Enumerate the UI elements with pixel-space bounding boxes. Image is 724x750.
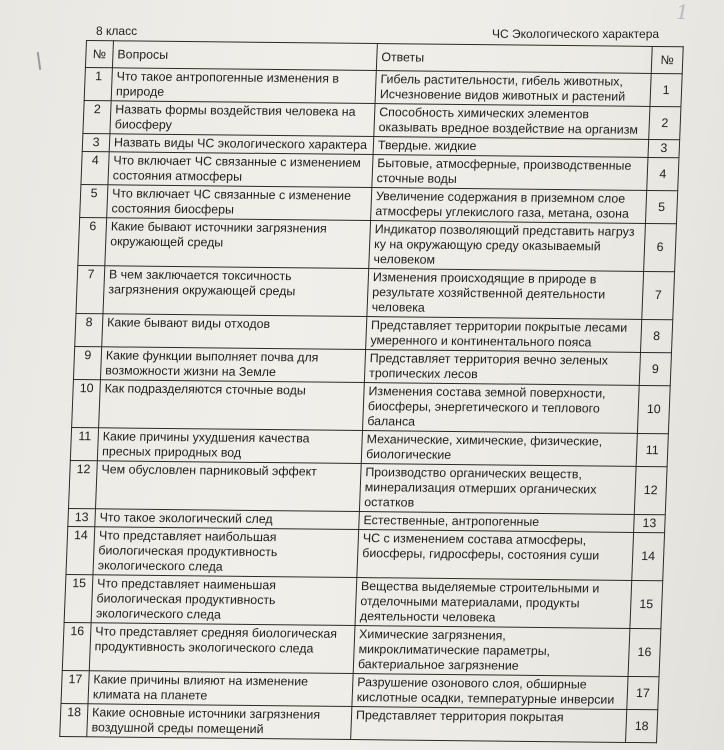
row-question: Какие функции выполняет почва для возможности жизни на Земле (100, 347, 365, 383)
table-row (78, 218, 677, 272)
row-question: Какие основные источники загрязнения воздушной среды помещений (87, 704, 352, 740)
row-answer: Вещества выделяемые строительными и отделочными материалами, продукты деятельности человека (355, 578, 632, 629)
row-num2: 1 (650, 73, 682, 106)
row-num2: 6 (644, 223, 677, 271)
row-answer: ЧС с изменением состава атмосферы, биосферы, гидросферы, состояния суши (357, 530, 634, 581)
row-question: Назвать виды ЧС экологического характера (109, 134, 374, 155)
row-question: Какие бывают виды отходов (102, 314, 367, 350)
row-num2: 10 (637, 385, 670, 433)
questions-table (59, 40, 684, 743)
row-num: 3 (82, 134, 110, 152)
row-num2: 18 (626, 709, 658, 742)
row-num2: 12 (634, 466, 667, 514)
table-row (66, 527, 665, 581)
row-question: Какие причины ухудшения качества пресных природных вод (97, 428, 362, 464)
row-question: Что представляет средняя биологическая продуктивность экологического следа (89, 623, 355, 674)
row-answer: Представляет территория покрытая (351, 707, 627, 743)
row-question: Что включает ЧС связанные с изменением состояния атмосферы (108, 152, 373, 188)
row-answer: Производство органических веществ, минерализация отмерших органических остатков (359, 464, 636, 515)
row-answer: Механические, химические, физические, биологические (361, 431, 637, 467)
document-title: ЧС Экологического характера (492, 27, 660, 41)
row-num2: 4 (647, 157, 679, 190)
row-question: Назвать формы воздействия человека на биосферу (110, 101, 375, 137)
row-question: Что такое антропогенные изменения в природе (111, 68, 376, 104)
row-answer: Представляет территории покрытые лесами умеренного и континентального пояса (366, 317, 642, 353)
row-num2: 11 (636, 433, 668, 466)
row-num2: 3 (648, 139, 680, 157)
table-row (69, 461, 668, 515)
row-num: 14 (66, 527, 95, 575)
row-num: 11 (70, 428, 98, 461)
row-question: Что представляет наибольшая биологическая продуктивность экологического следа (93, 527, 359, 578)
row-num2: 16 (628, 628, 661, 676)
row-answer: Твердые. жидкие (373, 137, 649, 158)
row-num2: 17 (627, 676, 659, 709)
row-num2: 9 (639, 352, 671, 385)
row-num2: 5 (645, 190, 677, 223)
row-num: 7 (76, 266, 105, 314)
row-question: Какие причины влияют на изменение климата на планете (88, 671, 353, 707)
row-answer: Химические загрязнения, микроклиматические параметры, бактериальное загрязнение (353, 626, 630, 677)
table-row (76, 266, 675, 320)
row-answer: Увеличение содержания в приземном слое атмосферы углекислого газа, метана, озона (371, 188, 647, 224)
row-answer: Индикатор позволяющий представить нагруз ку на окружающую среду оказываемый человеком (369, 221, 646, 272)
row-answer: Изменения происходящие в природе в результате хозяйственной деятельности человека (367, 269, 644, 320)
row-num: 2 (83, 101, 111, 134)
row-num2: 15 (630, 580, 663, 628)
table-row (72, 380, 671, 434)
row-num: 16 (62, 623, 91, 671)
row-question: Какие бывают источники загрязнения окружающей среды (105, 218, 371, 269)
row-num: 12 (69, 461, 98, 509)
header-questions: Вопросы (112, 41, 377, 71)
table-row (64, 575, 663, 629)
row-num: 18 (60, 704, 88, 737)
row-answer: Бытовые, атмосферные, производственные сточные воды (372, 155, 648, 191)
row-answer: Способность химических элементов оказывать вредное воздействие на организм (374, 104, 650, 140)
row-num: 13 (68, 509, 96, 527)
page-number: 1 (676, 0, 689, 24)
class-label: 8 класс (96, 24, 138, 38)
row-question: Чем обусловлен парниковый эффект (95, 461, 361, 512)
row-num: 9 (73, 347, 101, 380)
row-num: 1 (84, 68, 112, 101)
row-num: 5 (80, 185, 108, 218)
row-answer: Естественные, антропогенные (359, 512, 635, 533)
row-num: 10 (72, 380, 101, 428)
row-question: Что такое экологический след (95, 509, 360, 530)
row-question: Что представляет наименьшая биологическая продуктивность экологического следа (91, 575, 357, 626)
row-num: 15 (64, 575, 93, 623)
table-row (60, 704, 658, 743)
header-num2: № (651, 46, 683, 73)
row-answer: Разрушение озонового слоя, обширные кислотные осадки, температурные инверсии (352, 674, 628, 710)
row-question: Что включает ЧС связанные с изменение состояния биосферы (107, 185, 372, 221)
row-answer: Представляет территория вечно зеленых тропических лесов (364, 350, 640, 386)
header-num: № (85, 41, 113, 68)
row-question: Как подразделяются сточные воды (99, 380, 365, 431)
row-num: 8 (75, 314, 103, 347)
table-row (62, 623, 661, 677)
header-answers: Ответы (376, 44, 652, 74)
row-answer: Гибель растительности, гибель животных, Исчезновение видов животных и растений (375, 71, 651, 107)
row-num: 17 (61, 671, 89, 704)
row-question: В чем заключается токсичность загрязнения окружающей среды (103, 266, 369, 317)
row-num2: 8 (640, 319, 672, 352)
row-num: 4 (81, 152, 109, 185)
row-answer: Изменения состава земной поверхности, биосферы, энергетического и теплового баланса (362, 383, 639, 434)
row-num: 6 (78, 218, 107, 266)
row-num2: 7 (642, 271, 675, 319)
row-num2: 13 (634, 514, 666, 532)
row-num2: 14 (632, 532, 665, 580)
pen-mark (37, 52, 41, 70)
row-num2: 2 (649, 106, 681, 139)
